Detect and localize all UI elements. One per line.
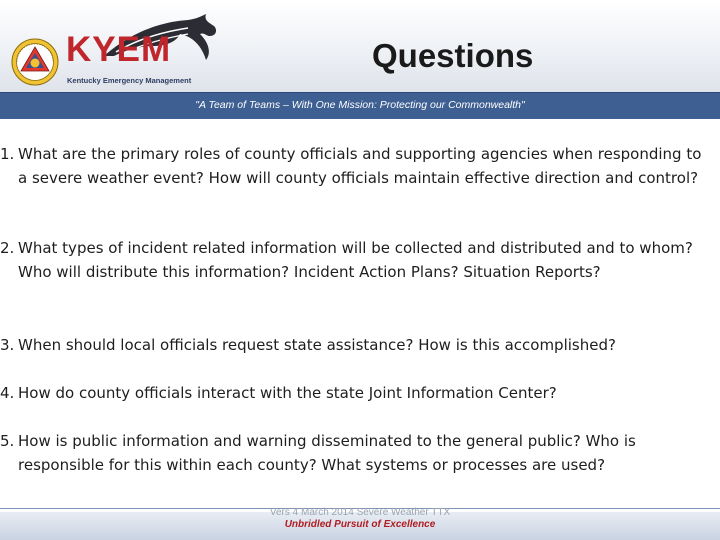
question-number: 5. — [0, 432, 15, 450]
slide-header — [0, 0, 720, 92]
question-item — [0, 381, 704, 405]
question-number: 2. — [0, 239, 15, 257]
question-item — [0, 142, 704, 190]
footer-version-date: Vers 4 March 2014 Severe Weather TTX — [269, 507, 451, 518]
question-text: When should local officials request state assistance? How is this accomplished? — [18, 336, 616, 354]
question-item — [0, 236, 704, 284]
question-text: How do county officials interact with the state Joint Information Center? — [18, 384, 557, 402]
kyem-logo-text: KYEM — [66, 30, 172, 69]
motto-banner — [0, 92, 720, 119]
question-text: What types of incident related information will be collected and distributed and to whom? Who will distribute this information? Incident Action Plans? Situation Reports? — [18, 239, 693, 281]
question-number: 4. — [0, 384, 15, 402]
question-text: How is public information and warning disseminated to the general public? Who is responsible for this within each county? What systems or processes are used? — [18, 432, 636, 474]
question-text: What are the primary roles of county officials and supporting agencies when responding to a severe weather event? How will county officials maintain effective direction and control? — [18, 145, 702, 187]
kyem-logo-subtitle: Kentucky Emergency Management — [67, 76, 192, 85]
kentucky-em-seal-icon — [11, 38, 59, 86]
question-number: 1. — [0, 145, 15, 163]
question-item — [0, 333, 704, 357]
page-title: Questions — [372, 37, 534, 74]
footer-slogan: Unbridled Pursuit of Excellence — [284, 519, 436, 530]
question-item — [0, 429, 704, 477]
question-number: 3. — [0, 336, 15, 354]
motto-text: "A Team of Teams – With One Mission: Protecting our Commonwealth" — [195, 99, 525, 111]
